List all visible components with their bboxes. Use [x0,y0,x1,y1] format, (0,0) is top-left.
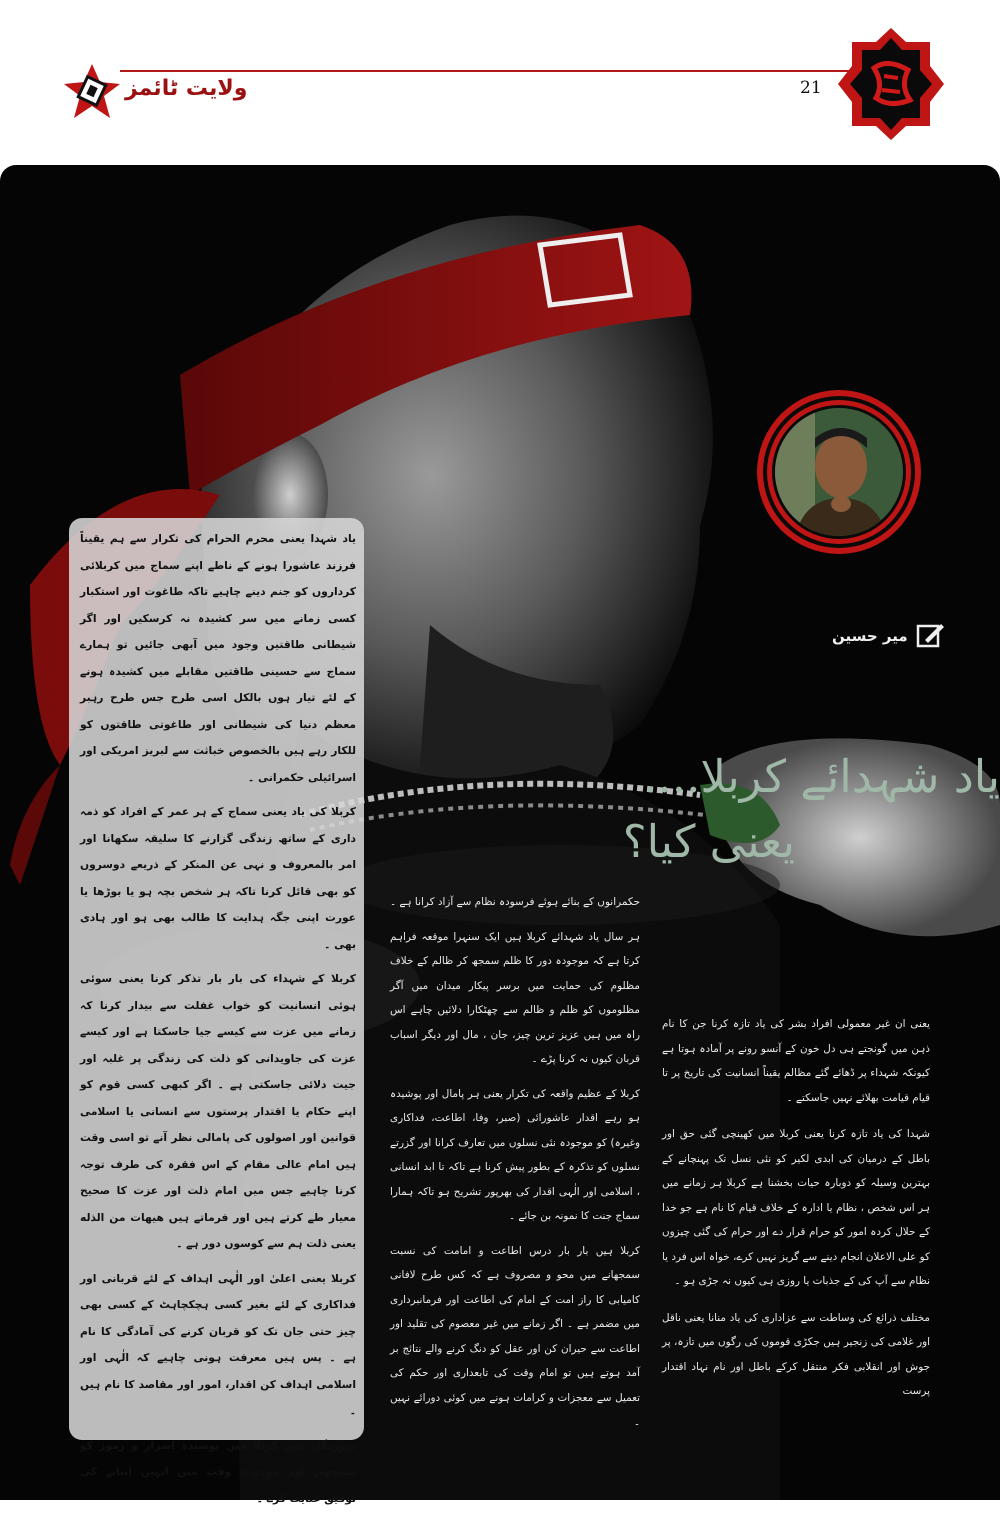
paragraph: مختلف ذرائع کی وساطت سے عزاداری کی یاد منانا یعنی ناقل اور غلامی کی زنجیر ہیں جکڑی قوموں کی رگوں میں تازہ، پر جوش اور انقلابی فکر منتقل کرکے باطل اور نام نہاد اقتدار پرست [662,1311,930,1397]
pen-icon [915,620,945,650]
author-byline: میر حسین [832,627,908,645]
paragraph: شہدا کی یاد تازہ کرنا یعنی کربلا میں کھینچی گئی حق اور باطل کے درمیان کی ابدی لکیر کو نئی نسل تک پہنچانے کے بہترین وسیلہ کو دوبارہ حیات بخشنا ہے کربلا ہر زمانے میں ہر اس شخص ، نظام یا ادارہ کے خلاف قیام کا نام ہے جو خدا کے حلال کردہ امور کو حرام قرار دے اور حرام کی گئی چیزوں کو علی الاعلان انجام دینے سے گریز نہیں کرے، خواہ اس فرد یا نظام سے آپ کی کے جذبات یا روزی ہی کیوں نہ جڑی ہو ۔ [662,1128,930,1287]
page-header [0,0,1000,130]
article-title-line1: یاد شہدائے کربلا.... [643,750,1000,803]
author-photo [775,408,903,536]
paragraph: کربلا یعنی اعلیٰ اور الٰہی اہداف کے لئے قربانی اور فداکاری کے لئے بغیر کسی ہچکچاہٹ کے کسی بھی چیز حتی جان تک کو قربان کرنے کی آمادگی کا نام ہے ۔ پس ہیں معرفت ہونی چاہیے کہ الٰہی اور اسلامی اہداف کن اقدار، امور اور مقاصد کا نام ہیں ۔ [80,1271,356,1417]
magazine-title: ولایت ٹائمز [125,76,248,101]
right-column [662,1012,930,1416]
header-divider [120,70,850,72]
middle-column [390,890,640,1445]
paragraph: ہر سال یاد شہدائے کربلا ہیں ایک سنہرا موقعہ فراہم کرتا ہے کہ موجودہ دور کا ظلم سمجھ کر ظالم کے خلاف مظلوم کی حمایت میں برسر پیکار میدان میں آگر مظلوموں کو ظلم و ظالم سے چھٹکارا دلائیں چاہے اس راہ میں ہیں عزیز ترین چیز، جان ، مال اور دیگر اسباب قربان کیوں نہ کرنا پڑے ۔ [390,930,640,1065]
page-number: 21 [800,78,822,98]
paragraph: یعنی ان غیر معمولی افراد بشر کی یاد تازہ کرنا جن کا نام ذہن میں گونجتے ہی دل خون کے آنسو رونے پر آمادہ ہوتا ہے کیونکہ شہداء پر ڈھائے گئے مظالم یقیناً انسانیت کی تاریخ پر تا قیام قیامت بھلائے نہیں جاسکتے ۔ [662,1018,930,1104]
muharram-calligraphy-badge [838,28,944,140]
paragraph: پروردگار ہیں کربلا میں پوشیدہ اسرار و رموز کو سمجھنے اور موجودہ وقت میں انہیں اپنانے کی توفیق عنایت کرے ۔ [80,1438,356,1505]
paragraph: کربلا ہیں بار بار درس اطاعت و امامت کی نسبت سمجھانے میں محو و مصروف ہے کہ کس طرح لافانی کامیابی کا راز امت کے امام کی اطاعت اور فرمانبرداری میں مضمر ہے ۔ اگر زمانے میں غیر معصوم کی تقلید اور اطاعت سے حیران کن اور عقل کو دنگ کرنے والے نتائج بر آمد ہوتے ہیں تو امام وقت کی تابعداری اور حکم کی تعمیل سے معجزات و کرامات ہونے میں کوئی دورائے نہیں ۔ [390,1244,640,1428]
paragraph: یاد شہدا یعنی محرم الحرام کی تکرار سے ہم یقیناً فرزند عاشورا ہونے کے ناطے اپنے سماج میں کربلائی کرداروں کو جنم دینے چاہیے تاکہ طاغوت اور استکبار کسی زمانے میں سر کشیدہ نہ کرسکیں اور اگر شیطانی طاقتیں وجود میں آبھی جائیں تو ہمارے سماج سے حسینی طاقتیں مقابلے میں کشیدہ ہونے کے لئے تیار ہوں بالکل اسی طرح جس طرح رہبر معظم دنیا کی شیطانی اور طاغوتی طاقتوں کو للکار رہے ہیں بالخصوص خباثت سے لبریز امریکی اور اسرائیلی حکمرانی ۔ [80,532,356,784]
paragraph: حکمرانوں کے بنائے ہوئے فرسودہ نظام سے آزاد کرانا ہے ۔ [390,896,640,908]
left-column [80,526,356,1520]
paragraph: کربلا کی یاد یعنی سماج کے ہر عمر کے افراد کو ذمہ داری کے ساتھ زندگی گزارنے کا سلیقہ سکھانا اور امر بالمعروف و نہی عن المنکر کے ذریعے دوسروں کو بھی قائل کرنا تاکہ ہر شخص بچہ ہو یا بوڑھا یا عورت اپنی جگہ ہدایت کا طالب بھی ہو اور ہادی بھی ۔ [80,805,356,951]
paragraph: کربلا کے عظیم واقعہ کی تکرار یعنی ہر پامال اور پوشیدہ ہو رہے اقدار عاشورائی (صبر، وفا، اطاعت، فداکاری وغیرہ) کو موجودہ نئی نسلوں میں تعارف کرانا اور گزرتے نسلوں کو تذکرہ کے بطور پیش کرنا ہے تاکہ تا ابد انسانی ، اسلامی اور الٰہی اقدار کی بھرپور تشریح ہو تاکہ ہمارا سماج جنت کا نمونہ بن جائے ۔ [390,1087,640,1222]
paragraph: کربلا کے شہداء کی بار بار تذکر کرنا یعنی سوئی ہوئی انسانیت کو خواب غفلت سے بیدار کرنا کہ زمانے میں عزت سے کیسے جیا جاسکتا ہے اور کیسے عزت کی جاویدانی کو ذلت کی زندگی پر غلبہ اور جیت دلائی جاسکتی ہے ۔ اگر کبھی کسی قوم کو اپنے حکام یا اقتدار پرستوں سے انسانی یا اسلامی قوانین اور اصولوں کی پامالی نظر آنے تو اسی وقت ہیں امام عالی مقام کے اس فقرہ کی طرف توجہ کرنا چاہیے جس میں امام ذلت اور عزت کا صحیح معیار طے کرتے ہیں اور فرماتے ہیں هیهات من الذله یعنی ذلت ہم سے کوسوں دور ہے ۔ [80,972,356,1250]
magazine-logo-icon [62,62,122,122]
article-title-line2: یعنی کیا؟ [622,815,795,868]
